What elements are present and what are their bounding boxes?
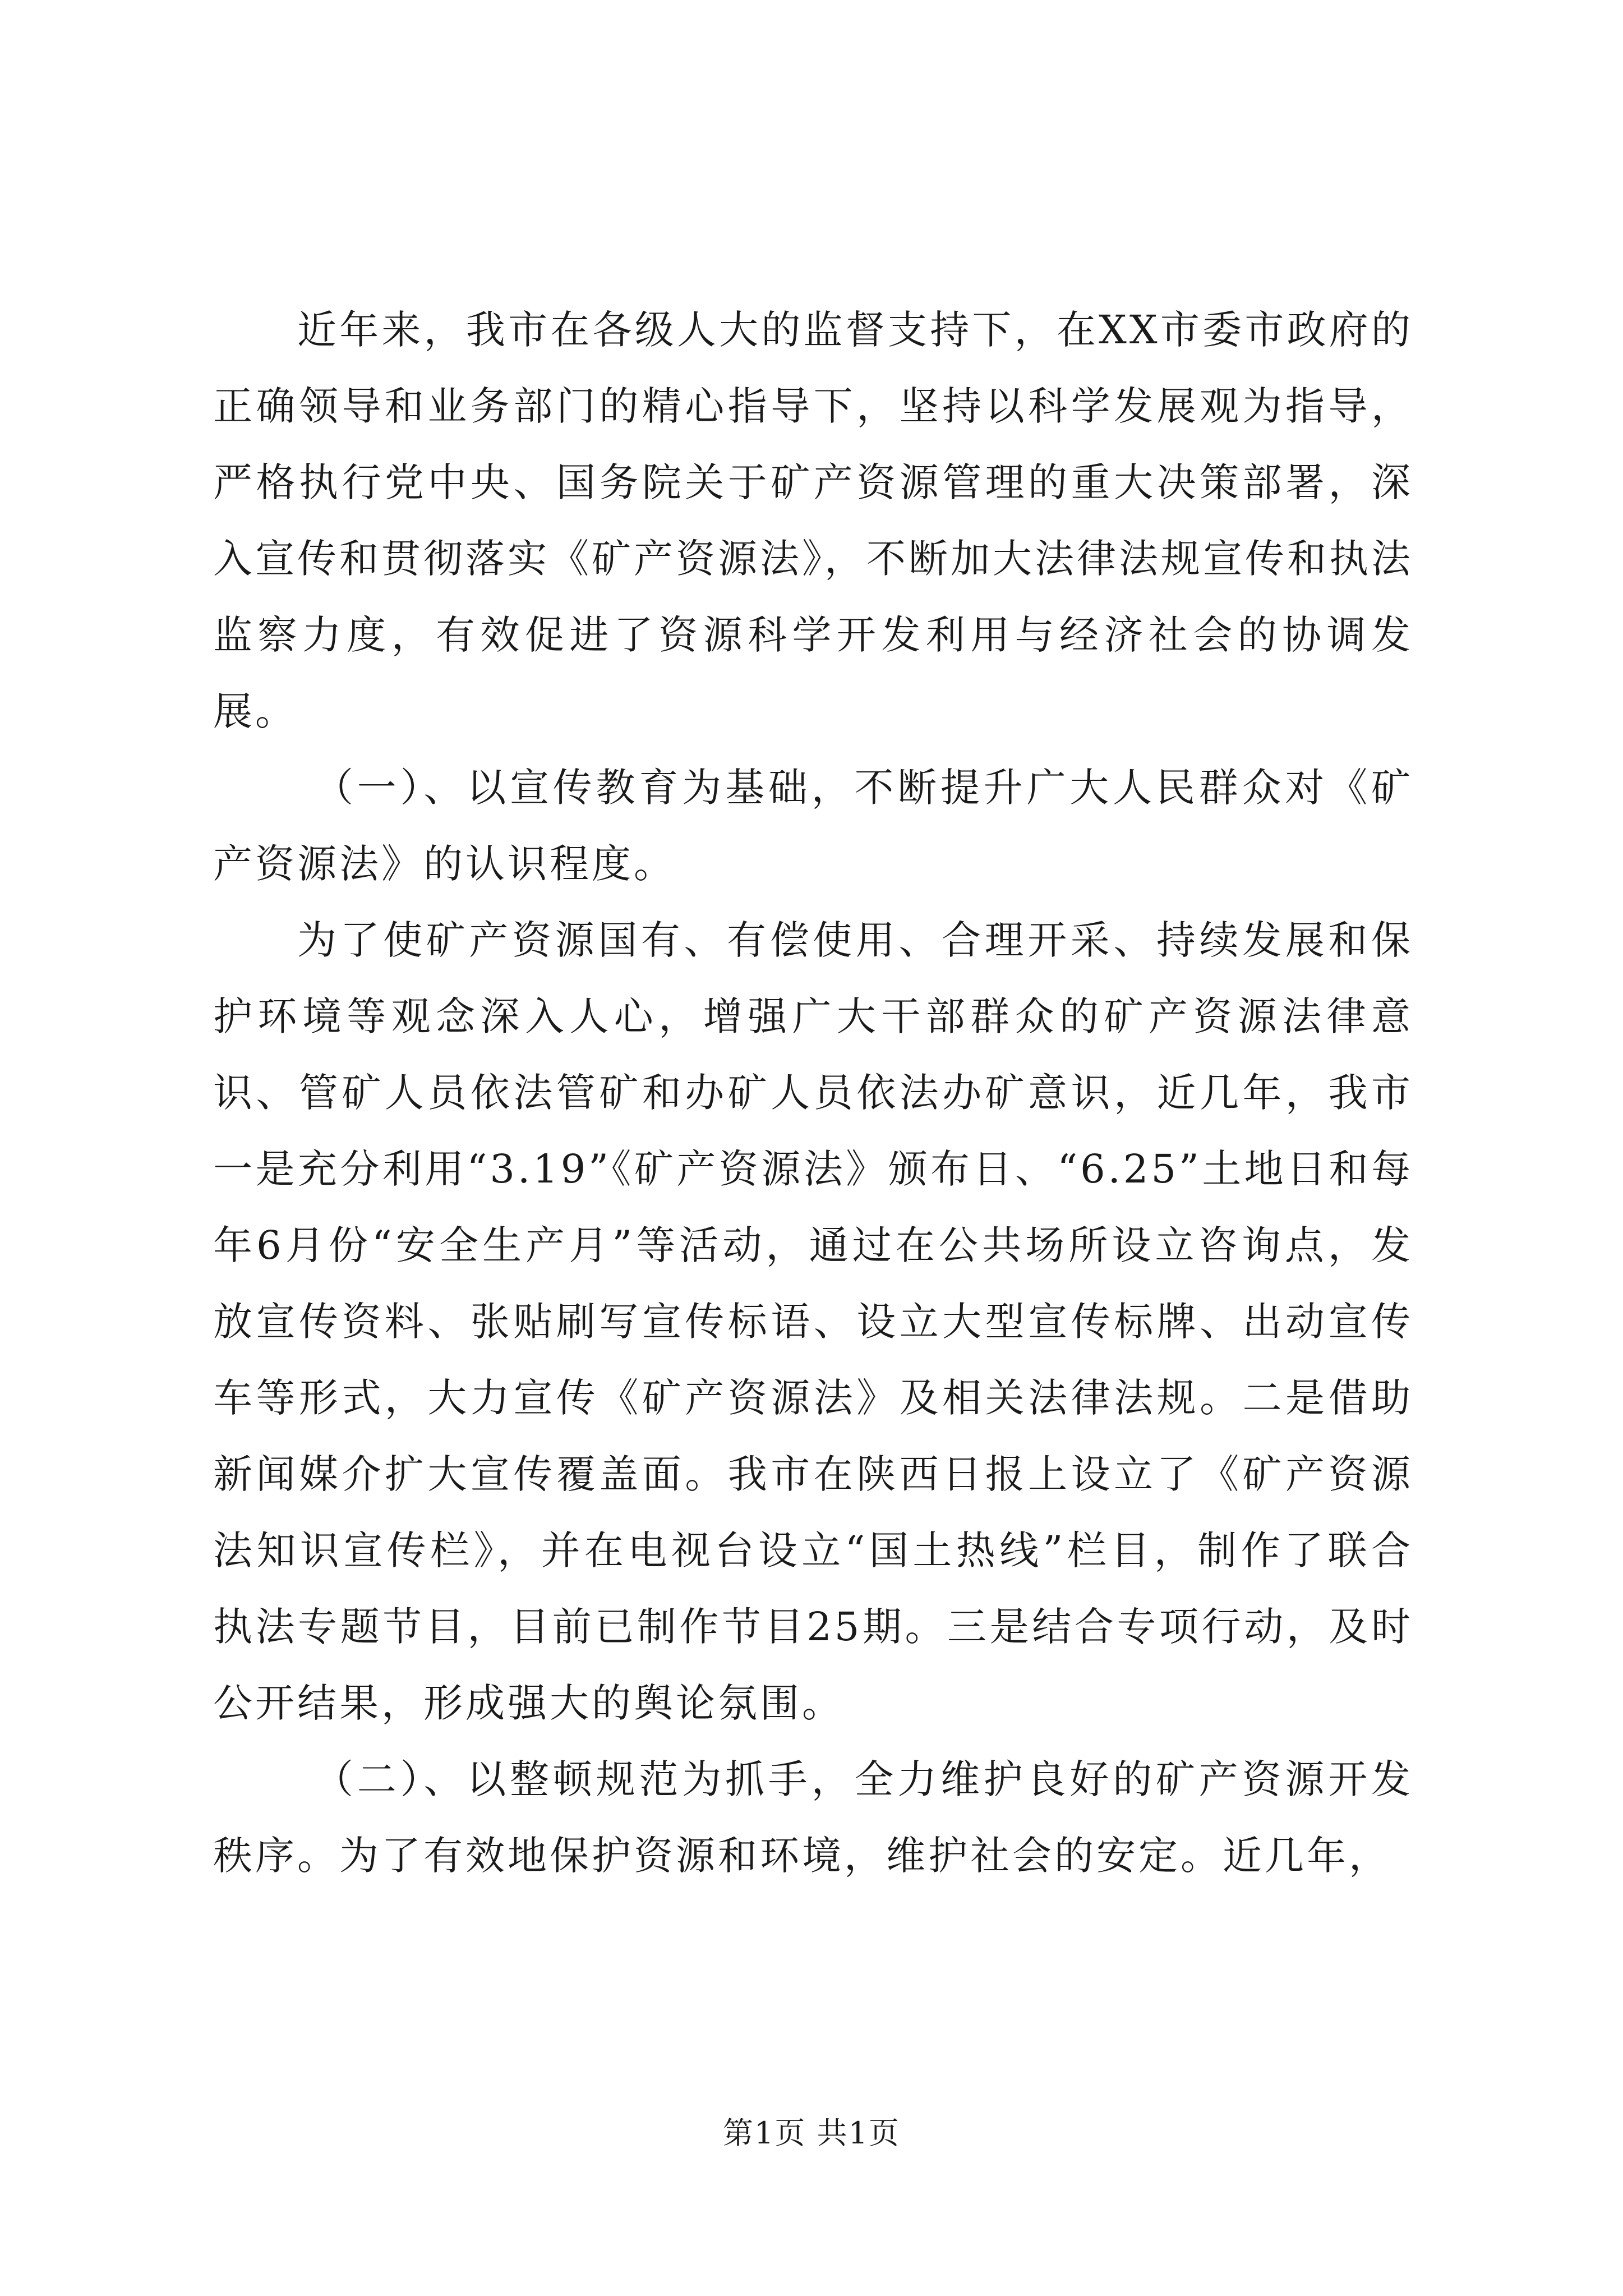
- paragraph-intro: 近年来，我市在各级人大的监督支持下，在XX市委市政府的正确领导和业务部门的精心指导下，坚持以科学发展观为指导，严格执行党中央、国务院关于矿产资源管理的重大决策部署，深入宣传和贯彻落实《矿产资源法》，不断加大法律法规宣传和执法监察力度，有效促进了资源科学开发利用与经济社会的协调发展。: [213, 307, 1413, 734]
- paragraph-publicity: 为了使矿产资源国有、有偿使用、合理开采、持续发展和保护环境等观念深入人心，增强广大干部群众的矿产资源法律意识、管矿人员依法管矿和办矿人员依法办矿意识，近几年，我市一是充分利用“3.19”《矿产资源法》颁布日、“6.25”土地日和每年6月份“安全生产月”等活动，通过在公共场所设立咨询点，发放宣传资料、张贴刷写宣传标语、设立大型宣传标牌、出动宣传车等形式，大力宣传《矿产资源法》及相关法律法规。二是借助新闻媒介扩大宣传覆盖面。我市在陕西日报上设立了《矿产资源法知识宣传栏》，并在电视台设立“国土热线”栏目，制作了联合执法专题节目，目前已制作节目25期。三是结合专项行动，及时公开结果，形成强大的舆论氛围。: [213, 917, 1413, 1726]
- page-footer: 第1页 共1页: [723, 2115, 900, 2151]
- document-body: [213, 292, 1413, 1894]
- section-heading-2: （二）、以整顿规范为抓手，全力维护良好的矿产资源开发秩序。为了有效地保护资源和环境，维护社会的安定。近几年，: [213, 1756, 1413, 1879]
- section-heading-1: （一）、以宣传教育为基础，不断提升广大人民群众对《矿产资源法》的认识程度。: [213, 765, 1413, 887]
